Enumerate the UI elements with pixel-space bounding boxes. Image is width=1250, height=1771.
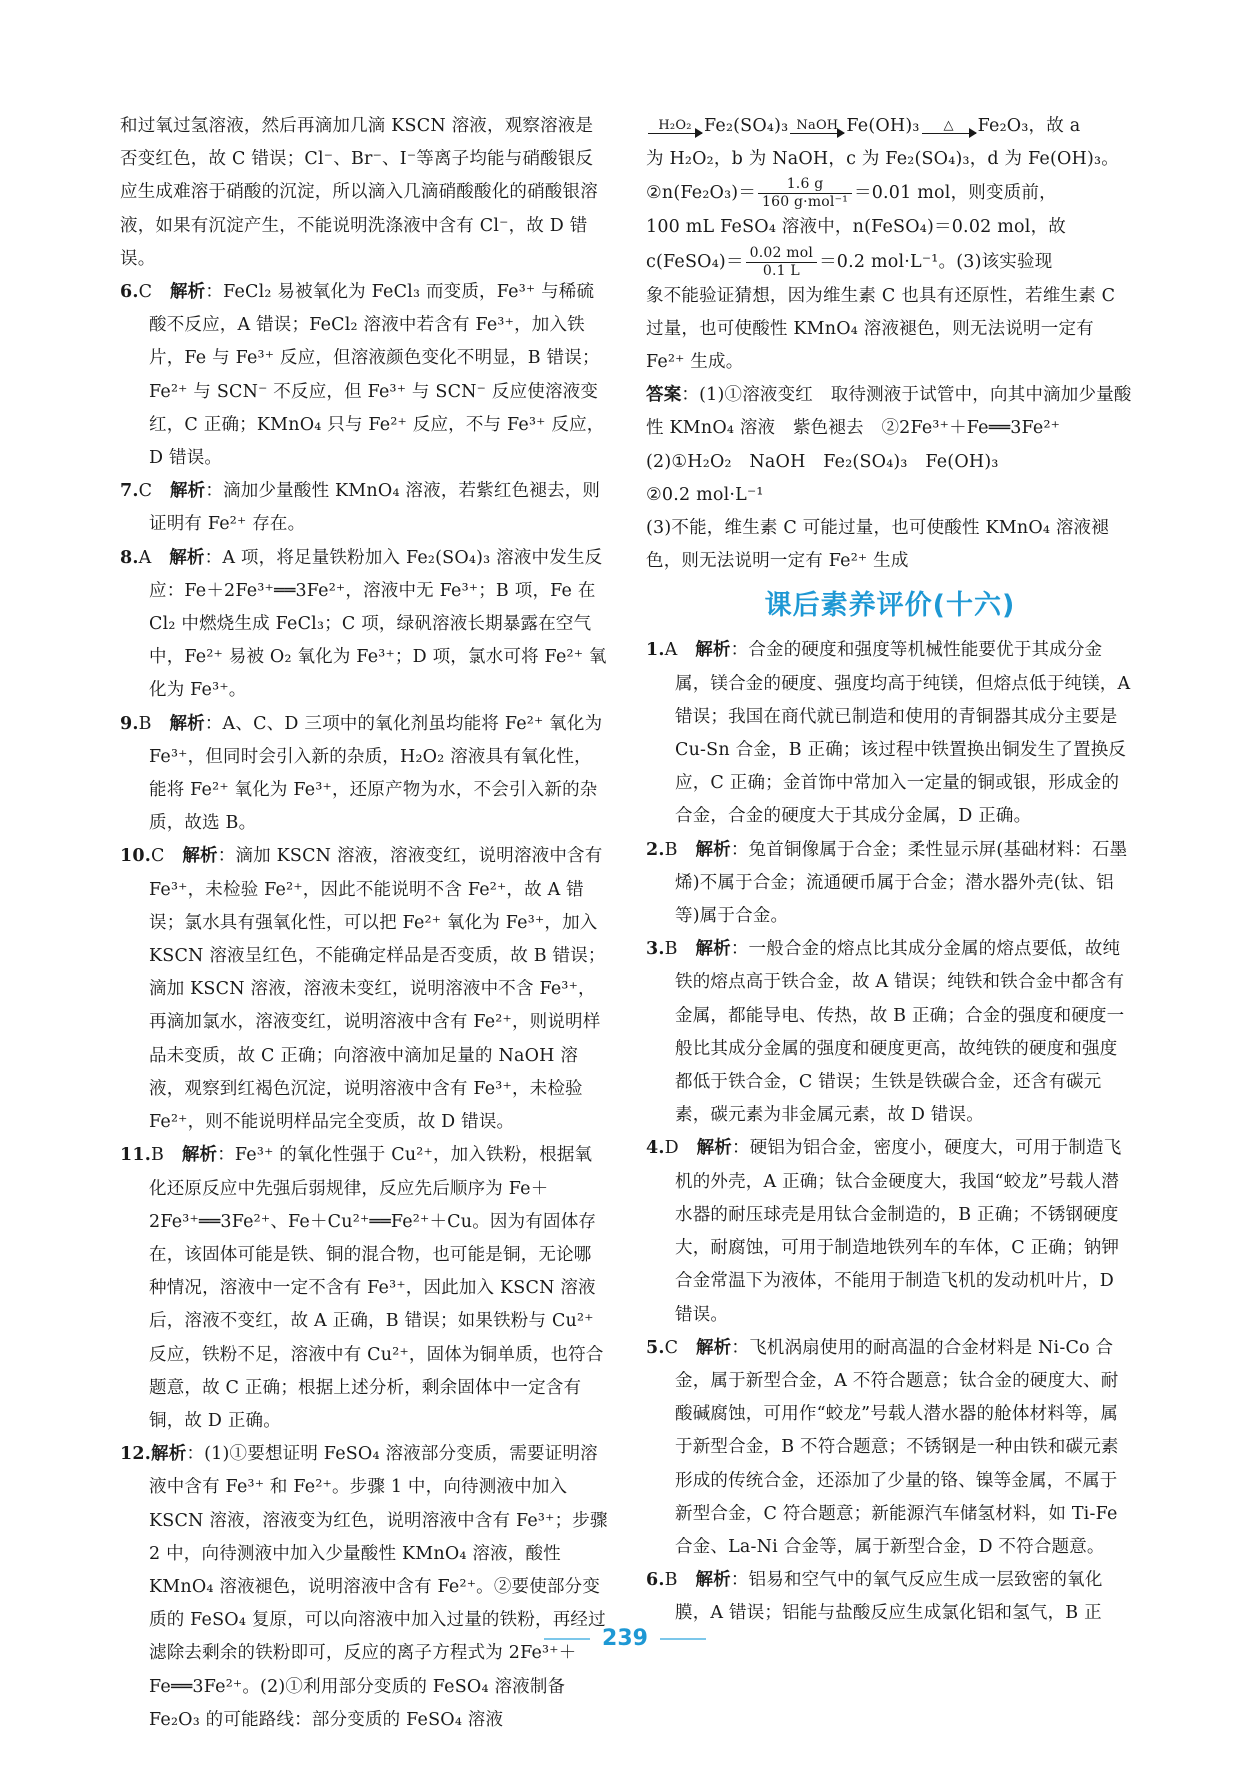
fraction: $\frac{\text{0.02 mol}}{0.1 L}$	[746, 245, 817, 280]
calculation-line-3: c(FeSO₄)＝ $\frac{\text{0.02 mol}}{0.1 L}$ ＝0.2 mol·L⁻¹。(3)该实验现	[646, 244, 1053, 279]
footer-dash-left	[544, 1638, 590, 1640]
evaluation-item-3: 3.B 解析：一般合金的熔点比其成分金属的熔点要低，故纯铁的熔点高于铁合金，故 A 错误；纯铁和铁合金中都含有金属，都能导电、传热，故 B 正确；合金的强度和硬度一般比其成分金属的强度和硬度更高，故纯铁的硬度和强度都低于铁合金，C 错误；生铁是铁碳合金，还含有碳元素，碳元素为非金属元素，故 D 错误。	[646, 939, 1125, 1126]
page-number: 239	[602, 1626, 648, 1651]
answer-item-9: 9.B 解析：A、C、D 三项中的氧化剂虽均能将 Fe²⁺ 氧化为 Fe³⁺，但同时会引入新的杂质，H₂O₂ 溶液具有氧化性，能将 Fe²⁺ 氧化为 Fe³⁺，还原产物为水，不会引入新的杂质，故选 B。	[120, 713, 603, 834]
chain-explanation: 为 H₂O₂，b 为 NaOH，c 为 Fe₂(SO₄)₃，d 为 Fe(OH)₃。	[646, 149, 1119, 170]
reaction-arrow: H₂O₂	[648, 118, 702, 136]
footer-dash-right	[660, 1638, 706, 1640]
reaction-arrow: △	[922, 118, 976, 136]
calculation-line-1: ②n(Fe₂O₃)＝ $\frac{1.6 g}{\text{160 g·mol⁻¹}}$ ＝0.01 mol，则变质前，	[646, 176, 1057, 211]
answer-item-10: 10.C 解析：滴加 KSCN 溶液，溶液变红，说明溶液中含有 Fe³⁺，未检验 Fe²⁺，因此不能说明不含 Fe²⁺，故 A 错误；氯水具有强氧化性，可以把 Fe²⁺ 氧化为 Fe³⁺，加入 KSCN 溶液呈红色，不能确定样品是否变质，故 B 错误；滴加 KSCN 溶液，溶液未变红，说明溶液中不含 Fe³⁺，再滴加氯水，溶液变红，说明溶液中含有 Fe²⁺，则说明样品未变质，故 C 正确；向溶液中滴加足量的 NaOH 溶液，观察到红褐色沉淀，说明溶液中含有 Fe³⁺，未检验 Fe²⁺，则不能说明样品完全变质，故 D 错误。	[120, 846, 606, 1133]
reaction-arrow: NaOH	[790, 118, 844, 136]
left-column	[120, 110, 608, 1737]
calculation-line-2: 100 mL FeSO₄ 溶液中，n(FeSO₄)＝0.02 mol，故	[646, 217, 1066, 238]
answer-line: ②0.2 mol·L⁻¹	[646, 484, 764, 505]
answer-item-11: 11.B 解析：Fe³⁺ 的氧化性强于 Cu²⁺，加入铁粉，根据氧化还原反应中先强后弱规律，反应先后顺序为 Fe＋2Fe³⁺══3Fe²⁺、Fe＋Cu²⁺══Fe²⁺＋Cu。因为有固体存在，该固体可能是铁、铜的混合物，也可能是铜，无论哪种情况，溶液中一定不含有 Fe³⁺，因此加入 KSCN 溶液后，溶液不变红，故 A 正确，B 错误；如果铁粉与 Cu²⁺ 反应，铁粉不足，溶液中有 Cu²⁺，固体为铜单质，也符合题意，故 C 正确；根据上述分析，剩余固体中一定含有铜，故 D 正确。	[120, 1145, 604, 1431]
evaluation-item-6: 6.B 解析：铝易和空气中的氧气反应生成一层致密的氧化膜，A 错误；铝能与盐酸反应生成氯化铝和氢气，B 正	[646, 1570, 1103, 1624]
answer-line: (2)①H₂O₂ NaOH Fe₂(SO₄)₃ Fe(OH)₃	[646, 451, 999, 472]
section-title: 课后素养评价(十六)	[764, 590, 1016, 622]
answer-line: (3)不能，维生素 C 可能过量，也可使酸性 KMnO₄ 溶液褪色，则无法说明一定有 Fe²⁺ 生成	[646, 518, 1109, 572]
fraction: $\frac{1.6 g}{\text{160 g·mol⁻¹}}$	[758, 176, 852, 211]
answer-block: 答案：(1)①溶液变红 取待测液于试管中，向其中滴加少量酸性 KMnO₄ 溶液 紫色褪去 ②2Fe³⁺＋Fe══3Fe²⁺	[646, 385, 1132, 439]
continuation-paragraph: 和过氧过氢溶液，然后再滴加几滴 KSCN 溶液，观察溶液是否变红色，故 C 错误；Cl⁻、Br⁻、I⁻等离子均能与硝酸银反应生成难溶于硝酸的沉淀，所以滴入几滴硝酸酸化的硝酸银溶液，如果有沉淀产生，不能说明洗涤液中含有 Cl⁻，故 D 错误。	[120, 116, 598, 269]
answer-item-7: 7.C 解析：滴加少量酸性 KMnO₄ 溶液，若紫红色褪去，则证明有 Fe²⁺ 存在。	[120, 481, 601, 535]
answer-item-12: 12.解析：(1)①要想证明 FeSO₄ 溶液部分变质，需要证明溶液中含有 Fe³⁺ 和 Fe²⁺。步骤 1 中，向待测液中加入 KSCN 溶液，溶液变为红色，说明溶液中含有 Fe³⁺；步骤 2 中，向待测液中加入少量酸性 KMnO₄ 溶液，酸性 KMnO₄ 溶液褪色，说明溶液中含有 Fe²⁺。②要使部分变质的 FeSO₄ 复原，可以向溶液中加入过量的铁粉，再经过滤除去剩余的铁粉即可，反应的离子方程式为 2Fe³⁺＋Fe══3Fe²⁺。(2)①利用部分变质的 FeSO₄ 溶液制备 Fe₂O₃ 的可能路线：部分变质的 FeSO₄ 溶液	[120, 1444, 608, 1730]
evaluation-item-5: 5.C 解析：飞机涡扇使用的耐高温的合金材料是 Ni-Co 合金，属于新型合金，A 不符合题意；钛合金的硬度大、耐酸碱腐蚀，可用作“蛟龙”号载人潜水器的舱体材料等，属于新型合金，B 不符合题意；不锈钢是一种由铁和碳元素形成的传统合金，还添加了少量的铬、镍等金属，不属于新型合金，C 符合题意；新能源汽车储氢材料，如 Ti-Fe 合金、La-Ni 合金等，属于新型合金，D 不符合题意。	[646, 1337, 1119, 1557]
explanation-paragraph: 象不能验证猜想，因为维生素 C 也具有还原性，若维生素 C 过量，也可使酸性 KMnO₄ 溶液褪色，则无法说明一定有 Fe²⁺ 生成。	[646, 285, 1116, 373]
answer-item-8: 8.A 解析：A 项，将足量铁粉加入 Fe₂(SO₄)₃ 溶液中发生反应：Fe＋2Fe³⁺══3Fe²⁺，溶液中无 Fe³⁺；B 项，Fe 在 Cl₂ 中燃烧生成 FeCl₃；C 项，绿矾溶液长期暴露在空气中，Fe²⁺ 易被 O₂ 氧化为 Fe³⁺；D 项，氯水可将 Fe²⁺ 氧化为 Fe³⁺。	[120, 547, 607, 701]
answer-item-6: 6.C 解析：FeCl₂ 易被氧化为 FeCl₃ 而变质，Fe³⁺ 与稀硫酸不反应，A 错误；FeCl₂ 溶液中若含有 Fe³⁺，加入铁片，Fe 与 Fe³⁺ 反应，但溶液颜色变化不明显，B 错误；Fe²⁺ 与 SCN⁻ 不反应，但 Fe³⁺ 与 SCN⁻ 反应使溶液变红，C 正确；KMnO₄ 只与 Fe²⁺ 反应，不与 Fe³⁺ 反应，D 错误。	[120, 282, 605, 469]
page-footer	[0, 1626, 1250, 1666]
evaluation-item-1: 1.A 解析：合金的硬度和强度等机械性能要优于其成分金属，镁合金的硬度、强度均高于纯镁，但熔点低于纯镁，A 错误；我国在商代就已制造和使用的青铜器其成分主要是 Cu-Sn 合金，B 正确；该过程中铁置换出铜发生了置换反应，C 正确；金首饰中常加入一定量的铜或银，形成金的合金，合金的硬度大于其成分金属，D 正确。	[646, 640, 1131, 827]
evaluation-item-4: 4.D 解析：硬铝为铝合金，密度小，硬度大，可用于制造飞机的外壳，A 正确；钛合金硬度大，我国“蛟龙”号载人潜水器的耐压球壳是用钛合金制造的，B 正确；不锈钢硬度大，耐腐蚀，可用于制造地铁列车的车体，C 正确；钠钾合金常温下为液体，不能用于制造飞机的发动机叶片，D 错误。	[646, 1138, 1122, 1325]
evaluation-item-2: 2.B 解析：兔首铜像属于合金；柔性显示屏(基础材料：石墨烯)不属于合金；流通硬币属于合金；潜水器外壳(钛、铝等)属于合金。	[646, 839, 1128, 927]
right-column	[646, 110, 1134, 1631]
reaction-chain: H₂O₂ Fe₂(SO₄)₃ NaOH Fe(OH)₃ △ Fe₂O₃，故 a	[646, 110, 1134, 143]
